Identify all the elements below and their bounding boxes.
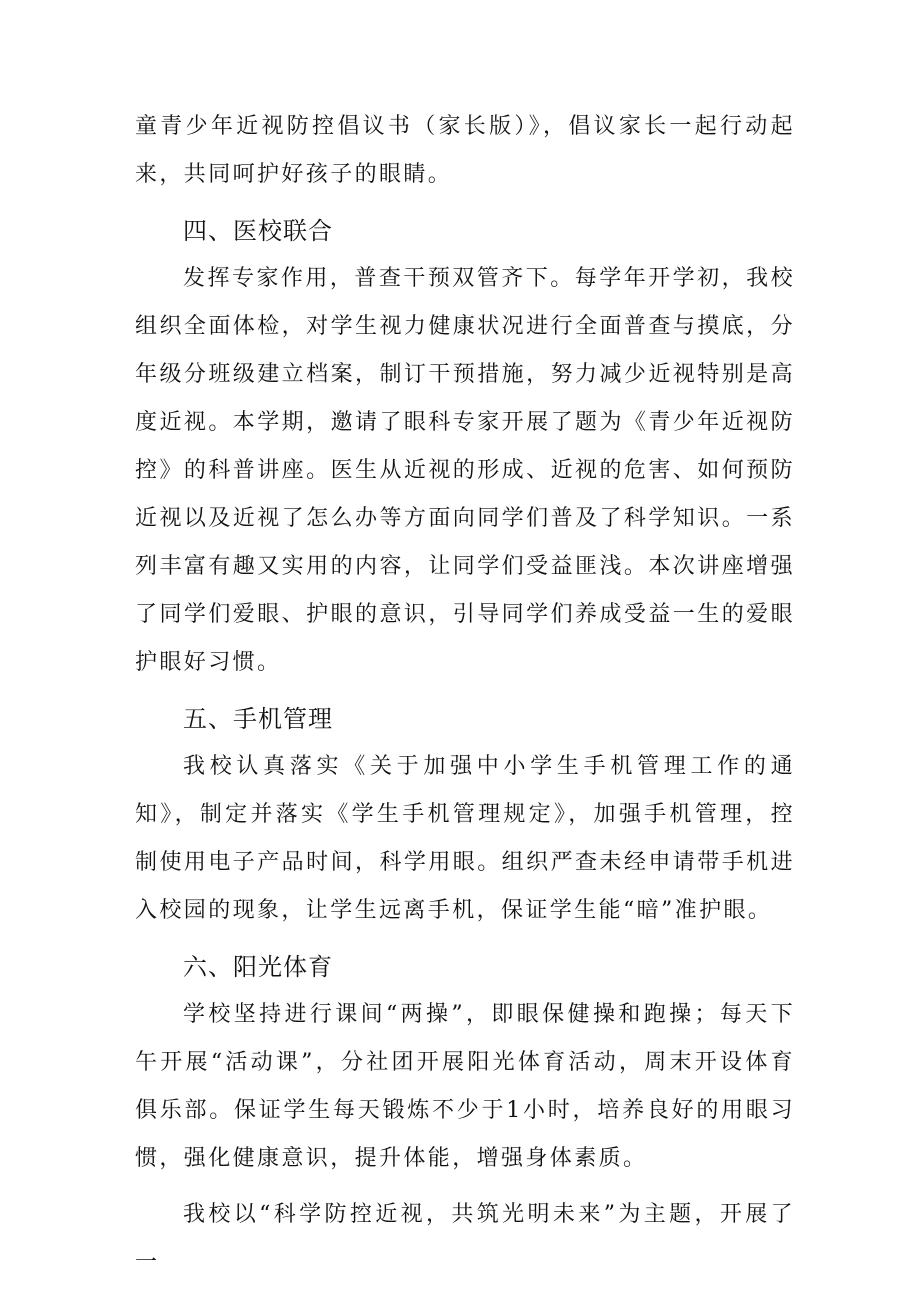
continuation-paragraph: 童青少年近视防控倡议书（家长版）》，倡议家长一起行动起来，共同呵护好孩子的眼睛。: [135, 114, 795, 187]
section-paragraph-phone-management: 我校认真落实《关于加强中小学生手机管理工作的通知》，制定并落实《学生手机管理规定》，加强手机管理，控制使用电子产品时间，科学用眼。组织严查未经申请带手机进入校园的现象，让学生远离手机，保证学生能“暗”准护眼。: [135, 754, 795, 923]
document-body: [135, 103, 795, 1287]
section-heading-sunshine-sports: 六、阳光体育: [183, 953, 333, 981]
section-heading-phone-management: 五、手机管理: [183, 705, 333, 733]
section-paragraph-medical-school: 发挥专家作用，普查干预双管齐下。每学年开学初，我校组织全面体检，对学生视力健康状况进行全面普查与摸底，分年级分班级建立档案，制订干预措施，努力减少近视特别是高度近视。本学期，邀请了眼科专家开展了题为《青少年近视防控》的科普讲座。医生从近视的形成、近视的危害、如何预防近视以及近视了怎么办等方面向同学们普及了科学知识。一系列丰富有趣又实用的内容，让同学们受益匪浅。本次讲座增强了同学们爱眼、护眼的意识，引导同学们养成受益一生的爱眼护眼好习惯。: [135, 266, 795, 675]
closing-paragraph: 我校以“科学防控近视，共筑光明未来”为主题，开展了一: [135, 1202, 795, 1275]
section-paragraph-sunshine-sports: 学校坚持进行课间“两操”，即眼保健操和跑操；每天下午开展“活动课”，分社团开展阳光体育活动，周末开设体育俱乐部。保证学生每天锻炼不少于1小时，培养良好的用眼习惯，强化健康意识，提升体能，增强身体素质。: [135, 1002, 795, 1171]
section-heading-medical-school: 四、医校联合: [183, 217, 333, 245]
